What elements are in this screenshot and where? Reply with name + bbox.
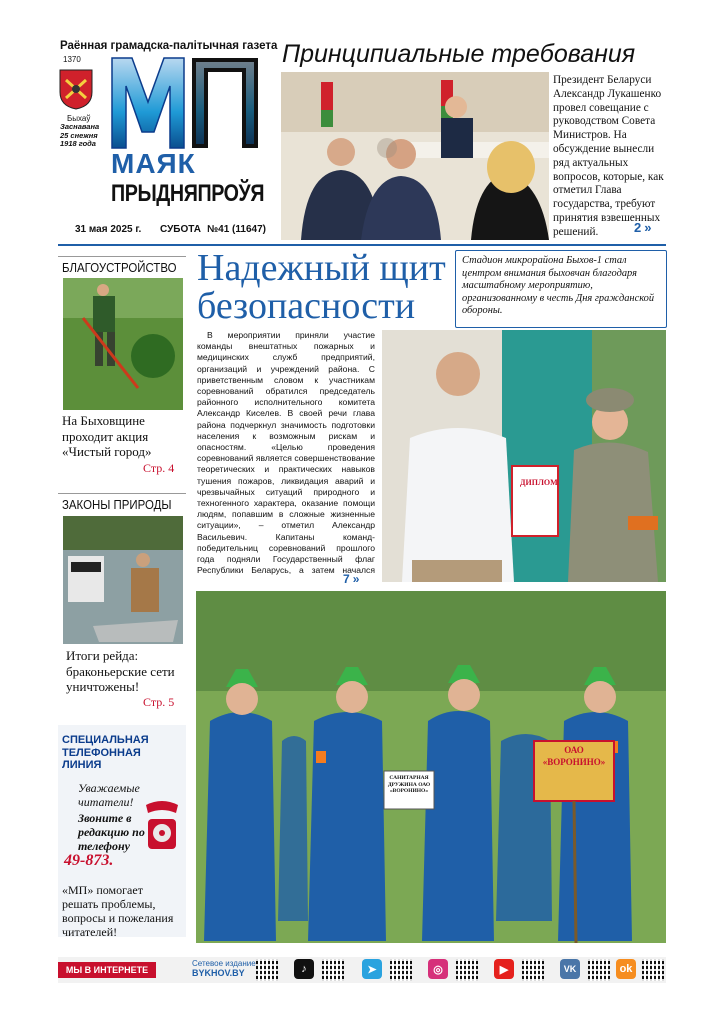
year-label: 1370 [63, 55, 81, 64]
phone-line-box [58, 725, 186, 937]
sign-sanitary-team: САНИТАРНАЯ ДРУЖИНА ОАО «ВОРОНИНО» [387, 775, 431, 794]
issue-date: 31 мая 2025 г. [75, 224, 142, 235]
internet-label: МЫ В ИНТЕРНЕТЕ [58, 962, 156, 978]
vk-icon[interactable]: VK [560, 959, 580, 979]
site-label: Сетевое издание [192, 959, 256, 968]
diploma-label: ДИПЛОМ [520, 478, 558, 487]
main-headline-2: безопасности [197, 285, 416, 327]
main-story-body: В мероприятии приняли участие команды внештатных пожарных и медицинских служб предприятий, организаций и учреждений района. С приветственным словом к участникам соревнований обратился председатель районного исполнительного комитета Александр Киселев. В своей речи глава района подчеркнул значимость подготовки населения к возможным рискам и опасностям. «Целью проведения соревнований является совершенствование теоретических и практических навыков тушения пожаров, ликвидация аварий и чрезвычайных ситуаций природного и техногенного характера, оказание помощи людям, попавшим в сложные жизненные ситуации», – отметил Александр Васильевич. Капитаны команд-победительниц соревнований прошлого года подняли Государственный флаг Республики Беларусь, а затем начался [197, 330, 375, 576]
qr-code-youtube[interactable] [522, 959, 544, 981]
telephone-icon [140, 797, 184, 853]
nature-photo [63, 516, 183, 644]
masthead-logo [108, 52, 268, 152]
nature-text: Итоги рейда: браконьерские сети уничтожены! [66, 648, 175, 694]
page-ref-number: 2 [634, 220, 642, 235]
qr-code-telegram[interactable] [390, 959, 412, 981]
top-story-text: Президент Беларуси Александр Лукашенко провел совещание с руководством Совета Министров. На обсуждение вынесли ряд актуальных вопросов, которые, как отметил Глава государства, требуют принятия взвешенных решений. [553, 74, 664, 238]
award-photo [382, 330, 666, 582]
sign-company-1: ОАО [564, 745, 584, 755]
sidebar-rule-2 [58, 493, 186, 494]
parade-photo [196, 591, 666, 943]
youtube-icon[interactable]: ▶ [494, 959, 514, 979]
qr-code-vk[interactable] [588, 959, 610, 981]
sign-company-2: «ВОРОНИНО» [542, 757, 606, 767]
site-link[interactable]: BYKHOV.BY [192, 968, 245, 978]
sidebar-rule-1 [58, 256, 186, 257]
lead-text: Стадион микрорайона Быхов-1 стал центром внимания быховчан благодаря масштабному мероприятию, организованному в честь Дня гражданской обороны. [462, 255, 655, 316]
section-title-improvement: БЛАГОУСТРОЙСТВО [62, 260, 177, 275]
phone-box-call: Звоните в редакцию по телефону [78, 811, 145, 853]
qr-code-instagram[interactable] [456, 959, 478, 981]
main-headline-1: Надежный щит [197, 247, 446, 289]
masthead-tagline: Раённая грамадска-палітычная газета [60, 40, 278, 52]
nature-page-ref[interactable]: Стр. 5 [143, 695, 175, 709]
masthead-title-2: ПРЫДНЯПРОЎЯ [111, 180, 265, 207]
improvement-photo [63, 278, 183, 410]
section-title-nature: ЗАКОНЫ ПРИРОДЫ [62, 497, 172, 512]
phone-box-title: СПЕЦИАЛЬНАЯ ТЕЛЕФОННАЯ ЛИНИЯ [62, 734, 149, 771]
improvement-page-ref[interactable]: Стр. 4 [143, 461, 175, 475]
qr-code-tiktok[interactable] [322, 959, 344, 981]
issue-weekday: СУБОТА [160, 224, 201, 235]
coat-of-arms-icon [58, 68, 94, 110]
telegram-icon[interactable]: ➤ [362, 959, 382, 979]
phone-box-help: «МП» помогает решать проблемы, вопросы и пожелания читателей! [62, 883, 174, 939]
qr-code-site[interactable] [256, 959, 278, 981]
qr-code-odnoklassniki[interactable] [642, 959, 664, 981]
chevron-right-icon: » [352, 572, 360, 586]
top-story-photo [281, 72, 549, 240]
instagram-icon[interactable]: ◎ [428, 959, 448, 979]
main-story-page-ref[interactable] [343, 572, 359, 586]
odnoklassniki-icon[interactable]: ok [616, 959, 636, 979]
phone-box-greeting: Уважаемые читатели! [78, 781, 140, 809]
tiktok-icon[interactable]: ♪ [294, 959, 314, 979]
chevron-right-icon: » [644, 220, 652, 235]
improvement-text: На Быховщине проходит акция «Чистый город» [62, 413, 152, 459]
lead-box [455, 250, 667, 328]
top-story-headline: Принципиальные требования [282, 40, 636, 68]
city-label: Быхаў [67, 114, 91, 123]
phone-number[interactable]: 49-873. [64, 852, 114, 869]
top-story-page-ref[interactable] [634, 220, 651, 235]
founded-label: Заснавана 25 снежня 1918 года [60, 122, 100, 148]
issue-number: №41 (11647) [207, 224, 266, 235]
masthead-title-1: МАЯК [111, 148, 196, 179]
main-page-ref-number: 7 [343, 572, 350, 586]
